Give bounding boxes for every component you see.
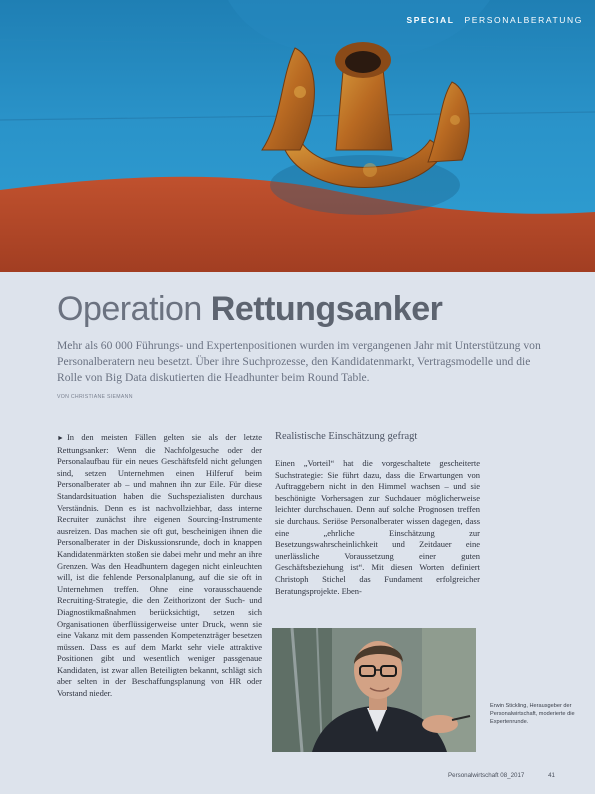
page-footer	[448, 772, 555, 779]
section-subheading: Realistische Einschätzung gefragt	[275, 431, 418, 442]
left-column-text: In den meisten Fällen gelten sie als der letzte Rettungsanker: Wenn die Nachfolgesuche oder der Personalaufbau für ein neues Geschäftsfeld nicht gelungen sind, setzen Unternehmen einen Hilferuf beim Personalberater ab – und mahnen ihn zur Eile. Für diese Standardsituation haben die Suchspezialisten durchaus Verständnis. Denn es ist nachvollziehbar, dass interne Recruiter zunächst ihre eigenen Sourcing-Instrumente ausreizen. Das machen sie oft gut, bescheinigen ihnen die Personalberater in der Diskussionsrunde, doch in knappen Kandidatenmärkten stoßen sie dabei mehr und mehr an ihre Grenzen. Was den Headhuntern dagegen nicht einleuchten will, ist die fehlende Personalplanung, auf die sie oft in Unternehmen treffen. Ohne eine vorausschauende Recruiting-Strategie, die den Zeithorizont der Such- und Diagnostikmaßnahmen berücksichtigt, setzen sich Organisationen überflüssigerweise unter Druck, wenn sie eine Vakanz mit dem passenden Kompetenzträger besetzen müssen. Dass es auf dem Markt sehr vieIe attraktive Positionen gibt und wesentlich weniger passgenaue Kandidaten, ist zwar allen Beteiligten bekannt, schlägt sich aber selten in der Beschaffungsplanung von HR oder Vorstand nieder.	[57, 432, 262, 699]
article-title	[57, 290, 442, 329]
right-column	[275, 458, 480, 597]
rubric-category: PERSONALBERATUNG	[464, 15, 583, 25]
section-rubric	[406, 15, 583, 25]
footer-publication: Personalwirtschaft 08_2017	[448, 772, 525, 779]
ship-hull-illustration	[0, 0, 595, 272]
photo-caption: Erwin Stickling, Herausgeber der Personalwirtschaft, moderierte die Expertenrunde.	[490, 703, 575, 725]
article-start-arrow-icon: ►	[57, 434, 64, 442]
right-column-text: Einen „Vorteil“ hat die vorgeschaltete gescheiterte Suchstrategie: Sie führt dazu, dass die Erwartungen von Auftraggebern nicht in den Himmel wachsen – und sie beschönigte Vorhersagen zur Suchdauer möglicherweise leichter durchschauen. Denn auf solche Prognosen treffen sie durchaus. Seriöse Personalberater wissen dagegen, dass eine „ehrliche Einschätzung zur Besetzungswahrscheinlichkeit und Zeitdauer eine unerlässliche Voraussetzung einer guten Geschäftsbeziehung ist“. Mit diesen Worten definiert Christoph Stichel das Fundament erfolgreicher Beratungsprojekte. Eben-	[275, 458, 480, 596]
page-number: 41	[548, 772, 555, 779]
portrait-illustration	[272, 628, 476, 752]
title-bold: Rettungsanker	[210, 290, 443, 328]
article-byline: VON CHRISTIANE SIEMANN	[57, 394, 133, 400]
hero-image	[0, 0, 595, 272]
portrait-photo	[272, 628, 476, 752]
article-intro: Mehr als 60 000 Führungs- und Expertenpositionen wurden im vergangenen Jahr mit Unterstützung von Personalberatern neu besetzt. Über ihre Suchprozesse, den Kandidatenmarkt, Vertragsmodelle und die Rolle von Big Data diskutierten die Headhunter beim Round Table.	[57, 339, 541, 384]
title-light: Operation	[57, 290, 202, 328]
left-column	[57, 432, 262, 700]
rubric-special: SPECIAL	[406, 15, 455, 25]
